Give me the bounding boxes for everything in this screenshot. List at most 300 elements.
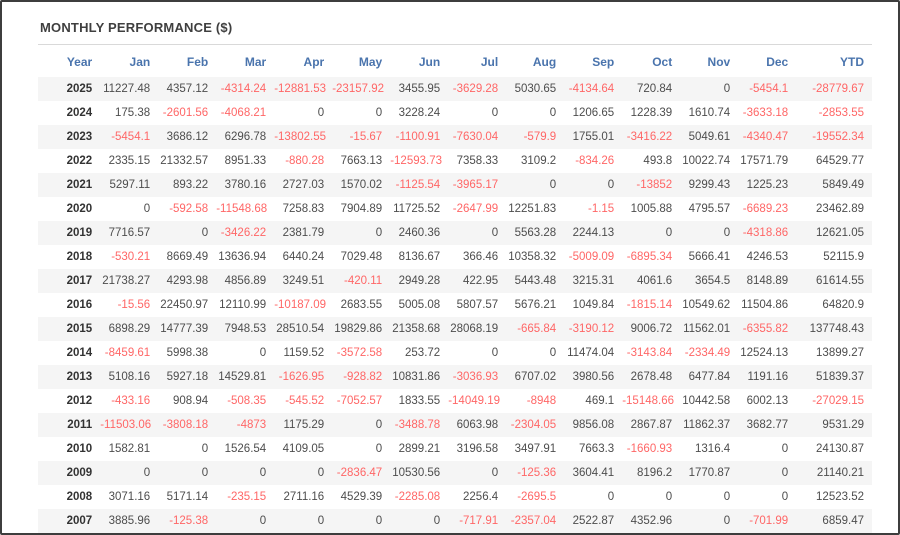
year-cell: 2024 xyxy=(66,107,93,119)
value-cell: 7258.83 xyxy=(282,203,325,215)
value-cell: 3682.77 xyxy=(746,419,789,431)
ytd-cell: 13899.27 xyxy=(816,347,864,359)
year-cell: 2017 xyxy=(66,275,93,287)
value-cell: 469.1 xyxy=(585,395,615,407)
value-cell: 5563.28 xyxy=(514,227,557,239)
value-cell: 21738.27 xyxy=(102,275,151,287)
value-cell: 5108.16 xyxy=(108,371,151,383)
ytd-cell: -19552.34 xyxy=(812,131,864,143)
value-cell: 0 xyxy=(491,467,499,479)
value-cell: 9856.08 xyxy=(572,419,615,431)
value-cell: 0 xyxy=(433,515,441,527)
value-cell: 0 xyxy=(549,179,557,191)
value-cell: 6002.13 xyxy=(746,395,789,407)
value-cell: 10442.58 xyxy=(682,395,731,407)
value-cell: 3604.41 xyxy=(572,467,615,479)
value-cell: 17571.79 xyxy=(740,155,789,167)
value-cell: 5666.41 xyxy=(688,251,731,263)
value-cell: -7052.57 xyxy=(336,395,383,407)
value-cell: -3190.12 xyxy=(568,323,615,335)
year-cell: 2007 xyxy=(66,515,93,527)
value-cell: -701.99 xyxy=(749,515,789,527)
value-cell: 2522.87 xyxy=(572,515,615,527)
value-cell: 2711.16 xyxy=(283,491,325,503)
column-header-sep: Sep xyxy=(592,55,615,69)
value-cell: 3071.16 xyxy=(108,491,151,503)
value-cell: -530.21 xyxy=(111,251,151,263)
value-cell: 0 xyxy=(781,467,789,479)
ytd-cell: 64529.77 xyxy=(816,155,864,167)
value-cell: -8948 xyxy=(526,395,557,407)
value-cell: -2285.08 xyxy=(394,491,441,503)
value-cell: -928.82 xyxy=(343,371,383,383)
value-cell: 1526.54 xyxy=(224,443,267,455)
value-cell: 6063.98 xyxy=(456,419,499,431)
value-cell: 2256.4 xyxy=(463,491,499,503)
value-cell: -834.26 xyxy=(575,155,615,167)
value-cell: 1191.16 xyxy=(747,371,789,383)
value-cell: 8669.49 xyxy=(166,251,209,263)
year-cell: 2020 xyxy=(66,203,93,215)
value-cell: -3143.84 xyxy=(626,347,673,359)
value-cell: 0 xyxy=(143,203,151,215)
value-cell: 5049.61 xyxy=(688,131,731,143)
value-cell: 14529.81 xyxy=(218,371,267,383)
year-cell: 2016 xyxy=(66,299,93,311)
value-cell: 3497.91 xyxy=(514,443,557,455)
value-cell: 11725.52 xyxy=(393,203,441,215)
value-cell: -12881.53 xyxy=(274,83,326,95)
table-row-2016 xyxy=(38,293,872,317)
year-cell: 2012 xyxy=(66,395,93,407)
year-cell: 2008 xyxy=(66,491,93,503)
value-cell: 21358.68 xyxy=(392,323,441,335)
value-cell: 4293.98 xyxy=(166,275,209,287)
value-cell: -2357.04 xyxy=(510,515,557,527)
value-cell: -1626.95 xyxy=(278,371,325,383)
year-cell: 2023 xyxy=(66,131,93,143)
value-cell: 0 xyxy=(259,515,267,527)
year-cell: 2018 xyxy=(66,251,93,263)
value-cell: 11504.86 xyxy=(741,299,789,311)
value-cell: 19829.86 xyxy=(334,323,383,335)
value-cell: 5171.14 xyxy=(166,491,209,503)
value-cell: 6440.24 xyxy=(282,251,325,263)
value-cell: 2899.21 xyxy=(398,443,441,455)
table-row-2013 xyxy=(38,365,872,389)
value-cell: -3633.18 xyxy=(742,107,789,119)
value-cell: 5297.11 xyxy=(109,179,151,191)
value-cell: -125.36 xyxy=(517,467,557,479)
ytd-cell: 24130.87 xyxy=(816,443,864,455)
value-cell: 3686.12 xyxy=(166,131,209,143)
value-cell: -23157.92 xyxy=(332,83,384,95)
column-header-aug: Aug xyxy=(532,55,557,69)
table-row-2008 xyxy=(38,485,872,509)
value-cell: 4795.57 xyxy=(688,203,731,215)
value-cell: -235.15 xyxy=(227,491,267,503)
value-cell: -3488.78 xyxy=(394,419,441,431)
value-cell: 6477.84 xyxy=(688,371,731,383)
column-header-may: May xyxy=(358,55,383,69)
value-cell: 10022.74 xyxy=(682,155,731,167)
ytd-cell: 6859.47 xyxy=(822,515,864,527)
value-cell: -4134.64 xyxy=(568,83,615,95)
value-cell: 10549.62 xyxy=(682,299,731,311)
value-cell: -13802.55 xyxy=(274,131,326,143)
value-cell: 5807.57 xyxy=(456,299,499,311)
value-cell: -3808.18 xyxy=(162,419,209,431)
value-cell: -10187.09 xyxy=(274,299,326,311)
value-cell: 8196.2 xyxy=(637,467,673,479)
table-row-2023 xyxy=(38,125,872,149)
value-cell: 0 xyxy=(723,491,731,503)
value-cell: -3426.22 xyxy=(220,227,267,239)
ytd-cell: 51839.37 xyxy=(816,371,864,383)
table-row-2015 xyxy=(38,317,872,341)
value-cell: 1610.74 xyxy=(688,107,731,119)
value-cell: 2867.87 xyxy=(630,419,673,431)
value-cell: 28510.54 xyxy=(276,323,325,335)
value-cell: 0 xyxy=(607,179,615,191)
value-cell: 0 xyxy=(723,83,731,95)
value-cell: 0 xyxy=(781,443,789,455)
value-cell: 7716.57 xyxy=(108,227,151,239)
value-cell: 9006.72 xyxy=(630,323,673,335)
value-cell: 3980.56 xyxy=(572,371,615,383)
table-header xyxy=(38,47,872,77)
value-cell: 4246.53 xyxy=(746,251,789,263)
value-cell: 1770.87 xyxy=(688,467,731,479)
value-cell: -12593.73 xyxy=(390,155,442,167)
value-cell: 1005.88 xyxy=(630,203,673,215)
ytd-cell: 64820.9 xyxy=(822,299,864,311)
value-cell: -13852 xyxy=(636,179,673,191)
value-cell: 0 xyxy=(781,491,789,503)
ytd-cell: 21140.21 xyxy=(816,467,864,479)
value-cell: 3109.2 xyxy=(521,155,557,167)
value-cell: 0 xyxy=(665,227,673,239)
value-cell: -665.84 xyxy=(517,323,557,335)
value-cell: 14777.39 xyxy=(160,323,209,335)
ytd-cell: 23462.89 xyxy=(816,203,864,215)
value-cell: -3965.17 xyxy=(452,179,499,191)
value-cell: 2949.28 xyxy=(398,275,441,287)
value-cell: 11474.04 xyxy=(567,347,615,359)
value-cell: 0 xyxy=(549,347,557,359)
value-cell: -2695.5 xyxy=(517,491,557,503)
table-row-2021 xyxy=(38,173,872,197)
value-cell: 0 xyxy=(723,227,731,239)
value-cell: 0 xyxy=(201,467,209,479)
value-cell: -4340.47 xyxy=(742,131,789,143)
value-cell: 10831.86 xyxy=(392,371,441,383)
value-cell: -1660.93 xyxy=(626,443,673,455)
value-cell: 6707.02 xyxy=(514,371,557,383)
value-cell: 11862.37 xyxy=(683,419,731,431)
value-cell: -8459.61 xyxy=(104,347,151,359)
value-cell: 4109.05 xyxy=(282,443,325,455)
value-cell: -6895.34 xyxy=(626,251,673,263)
ytd-cell: 9531.29 xyxy=(822,419,864,431)
ytd-cell: 137748.43 xyxy=(809,323,864,335)
value-cell: 8951.33 xyxy=(224,155,267,167)
value-cell: 2727.03 xyxy=(282,179,325,191)
year-cell: 2009 xyxy=(66,467,93,479)
column-header-ytd: YTD xyxy=(840,55,864,69)
year-cell: 2015 xyxy=(66,323,93,335)
value-cell: 5030.65 xyxy=(514,83,557,95)
year-cell: 2010 xyxy=(66,443,93,455)
value-cell: -2647.99 xyxy=(452,203,499,215)
value-cell: 0 xyxy=(491,227,499,239)
value-cell: -4314.24 xyxy=(220,83,267,95)
value-cell: 0 xyxy=(201,227,209,239)
column-header-nov: Nov xyxy=(707,55,731,69)
value-cell: 1225.23 xyxy=(746,179,789,191)
value-cell: 13636.94 xyxy=(218,251,267,263)
value-cell: 3215.31 xyxy=(572,275,615,287)
value-cell: 5443.48 xyxy=(514,275,557,287)
column-header-jul: Jul xyxy=(480,55,499,69)
value-cell: -880.28 xyxy=(285,155,325,167)
value-cell: 4529.39 xyxy=(340,491,383,503)
value-cell: -2334.49 xyxy=(684,347,731,359)
value-cell: -15.56 xyxy=(117,299,151,311)
value-cell: 1159.52 xyxy=(283,347,325,359)
value-cell: 893.22 xyxy=(173,179,209,191)
value-cell: 7029.48 xyxy=(340,251,383,263)
table-row-2025 xyxy=(38,77,872,101)
table-row-2011 xyxy=(38,413,872,437)
value-cell: -3572.58 xyxy=(336,347,383,359)
value-cell: -420.11 xyxy=(344,275,383,287)
value-cell: 3885.96 xyxy=(108,515,151,527)
value-cell: 6296.78 xyxy=(224,131,267,143)
value-cell: -1815.14 xyxy=(626,299,673,311)
value-cell: -4318.86 xyxy=(742,227,789,239)
value-cell: -579.9 xyxy=(523,131,557,143)
value-cell: 1570.02 xyxy=(340,179,383,191)
table-row-2010 xyxy=(38,437,872,461)
value-cell: -3416.22 xyxy=(626,131,673,143)
value-cell: 8148.89 xyxy=(746,275,789,287)
value-cell: 4061.6 xyxy=(637,275,673,287)
value-cell: 3654.5 xyxy=(695,275,731,287)
monthly-performance-table xyxy=(38,47,872,533)
value-cell: -11548.68 xyxy=(216,203,268,215)
value-cell: 11562.01 xyxy=(683,323,731,335)
value-cell: 0 xyxy=(607,491,615,503)
value-cell: 0 xyxy=(665,491,673,503)
value-cell: 0 xyxy=(375,419,383,431)
value-cell: -2836.47 xyxy=(336,467,383,479)
value-cell: 7663.13 xyxy=(340,155,383,167)
value-cell: 3196.58 xyxy=(456,443,499,455)
value-cell: -545.52 xyxy=(285,395,325,407)
year-cell: 2021 xyxy=(66,179,93,191)
value-cell: -5454.1 xyxy=(749,83,789,95)
value-cell: 3455.95 xyxy=(398,83,441,95)
value-cell: 0 xyxy=(375,227,383,239)
value-cell: -433.16 xyxy=(111,395,151,407)
value-cell: 5005.08 xyxy=(398,299,441,311)
value-cell: 0 xyxy=(549,107,557,119)
value-cell: -1.15 xyxy=(587,203,615,215)
value-cell: 0 xyxy=(201,443,209,455)
value-cell: -1100.91 xyxy=(395,131,441,143)
value-cell: 0 xyxy=(259,347,267,359)
value-cell: 1228.39 xyxy=(630,107,673,119)
ytd-cell: 5849.49 xyxy=(822,179,864,191)
value-cell: 1316.4 xyxy=(695,443,731,455)
value-cell: 1175.29 xyxy=(283,419,325,431)
value-cell: -592.58 xyxy=(169,203,209,215)
value-cell: 720.84 xyxy=(637,83,673,95)
table-row-2024 xyxy=(38,101,872,125)
table-row-2017 xyxy=(38,269,872,293)
value-cell: 0 xyxy=(723,515,731,527)
value-cell: 0 xyxy=(375,443,383,455)
table-row-2022 xyxy=(38,149,872,173)
value-cell: -4873 xyxy=(236,419,267,431)
value-cell: 2678.48 xyxy=(630,371,673,383)
column-header-oct: Oct xyxy=(652,55,673,69)
value-cell: 0 xyxy=(375,107,383,119)
value-cell: 10358.32 xyxy=(508,251,557,263)
value-cell: 0 xyxy=(317,515,325,527)
value-cell: 4352.96 xyxy=(630,515,673,527)
year-cell: 2013 xyxy=(66,371,93,383)
ytd-cell: 12523.52 xyxy=(816,491,864,503)
value-cell: 3228.24 xyxy=(398,107,441,119)
value-cell: -2304.05 xyxy=(510,419,557,431)
value-cell: 2683.55 xyxy=(340,299,383,311)
value-cell: 366.46 xyxy=(463,251,499,263)
value-cell: 2381.79 xyxy=(282,227,325,239)
page-title: MONTHLY PERFORMANCE ($) xyxy=(40,20,233,35)
value-cell: 7663.3 xyxy=(579,443,615,455)
value-cell: 7948.53 xyxy=(224,323,267,335)
value-cell: -717.91 xyxy=(459,515,499,527)
year-cell: 2025 xyxy=(66,83,93,95)
value-cell: -3036.93 xyxy=(452,371,499,383)
table-body xyxy=(38,77,872,533)
year-cell: 2014 xyxy=(66,347,93,359)
column-header-dec: Dec xyxy=(766,55,789,69)
value-cell: 11227.48 xyxy=(103,83,151,95)
column-header-jun: Jun xyxy=(418,55,441,69)
title-divider xyxy=(38,44,872,45)
value-cell: 0 xyxy=(317,107,325,119)
value-cell: 1582.81 xyxy=(108,443,151,455)
value-cell: 6898.29 xyxy=(108,323,151,335)
value-cell: -125.38 xyxy=(169,515,209,527)
value-cell: 7358.33 xyxy=(456,155,499,167)
value-cell: 1833.55 xyxy=(398,395,441,407)
table-header-row xyxy=(38,47,872,77)
value-cell: 3780.16 xyxy=(224,179,267,191)
value-cell: -3629.28 xyxy=(452,83,499,95)
value-cell: 10530.56 xyxy=(392,467,441,479)
column-header-mar: Mar xyxy=(244,55,267,69)
ytd-cell: 52115.9 xyxy=(823,251,864,263)
table-row-2014 xyxy=(38,341,872,365)
value-cell: 1206.65 xyxy=(572,107,615,119)
value-cell: -5009.09 xyxy=(568,251,615,263)
value-cell: 5998.38 xyxy=(166,347,209,359)
ytd-cell: 61614.55 xyxy=(816,275,864,287)
value-cell: 21332.57 xyxy=(160,155,209,167)
value-cell: 28068.19 xyxy=(450,323,499,335)
value-cell: 3249.51 xyxy=(282,275,325,287)
table-row-2007 xyxy=(38,509,872,533)
value-cell: 1755.01 xyxy=(572,131,615,143)
value-cell: 8136.67 xyxy=(398,251,441,263)
column-header-feb: Feb xyxy=(186,55,209,69)
value-cell: -15148.66 xyxy=(622,395,674,407)
value-cell: -15.67 xyxy=(349,131,383,143)
year-cell: 2011 xyxy=(67,419,93,431)
value-cell: -508.35 xyxy=(227,395,267,407)
table-row-2019 xyxy=(38,221,872,245)
table-row-2009 xyxy=(38,461,872,485)
column-header-jan: Jan xyxy=(129,55,151,69)
value-cell: 5676.21 xyxy=(514,299,557,311)
value-cell: 22450.97 xyxy=(160,299,209,311)
value-cell: 9299.43 xyxy=(688,179,731,191)
value-cell: -1125.54 xyxy=(395,179,441,191)
value-cell: 0 xyxy=(491,107,499,119)
table-row-2012 xyxy=(38,389,872,413)
value-cell: 4856.89 xyxy=(224,275,267,287)
value-cell: -6689.23 xyxy=(742,203,789,215)
value-cell: 7904.89 xyxy=(340,203,383,215)
ytd-cell: 12621.05 xyxy=(816,227,864,239)
column-header-year: Year xyxy=(66,55,93,69)
ytd-cell: -28779.67 xyxy=(812,83,864,95)
value-cell: 175.38 xyxy=(115,107,151,119)
value-cell: 2335.15 xyxy=(108,155,151,167)
ytd-cell: -27029.15 xyxy=(812,395,864,407)
value-cell: 422.95 xyxy=(463,275,499,287)
value-cell: 12524.13 xyxy=(740,347,789,359)
value-cell: 0 xyxy=(317,467,325,479)
year-cell: 2022 xyxy=(66,155,93,167)
value-cell: 0 xyxy=(143,467,151,479)
value-cell: 0 xyxy=(375,515,383,527)
value-cell: -4068.21 xyxy=(220,107,267,119)
year-cell: 2019 xyxy=(66,227,93,239)
value-cell: 5927.18 xyxy=(166,371,209,383)
value-cell: 2460.36 xyxy=(398,227,441,239)
value-cell: 0 xyxy=(259,467,267,479)
table-row-2018 xyxy=(38,245,872,269)
value-cell: 0 xyxy=(491,347,499,359)
value-cell: -14049.19 xyxy=(448,395,500,407)
value-cell: 12251.83 xyxy=(508,203,557,215)
table-row-2020 xyxy=(38,197,872,221)
value-cell: -2601.56 xyxy=(162,107,209,119)
value-cell: -7630.04 xyxy=(452,131,499,143)
value-cell: -5454.1 xyxy=(111,131,151,143)
value-cell: 908.94 xyxy=(173,395,209,407)
value-cell: 4357.12 xyxy=(166,83,209,95)
ytd-cell: -2853.55 xyxy=(818,107,864,119)
value-cell: -6355.82 xyxy=(742,323,789,335)
value-cell: 12110.99 xyxy=(219,299,267,311)
value-cell: 1049.84 xyxy=(572,299,615,311)
